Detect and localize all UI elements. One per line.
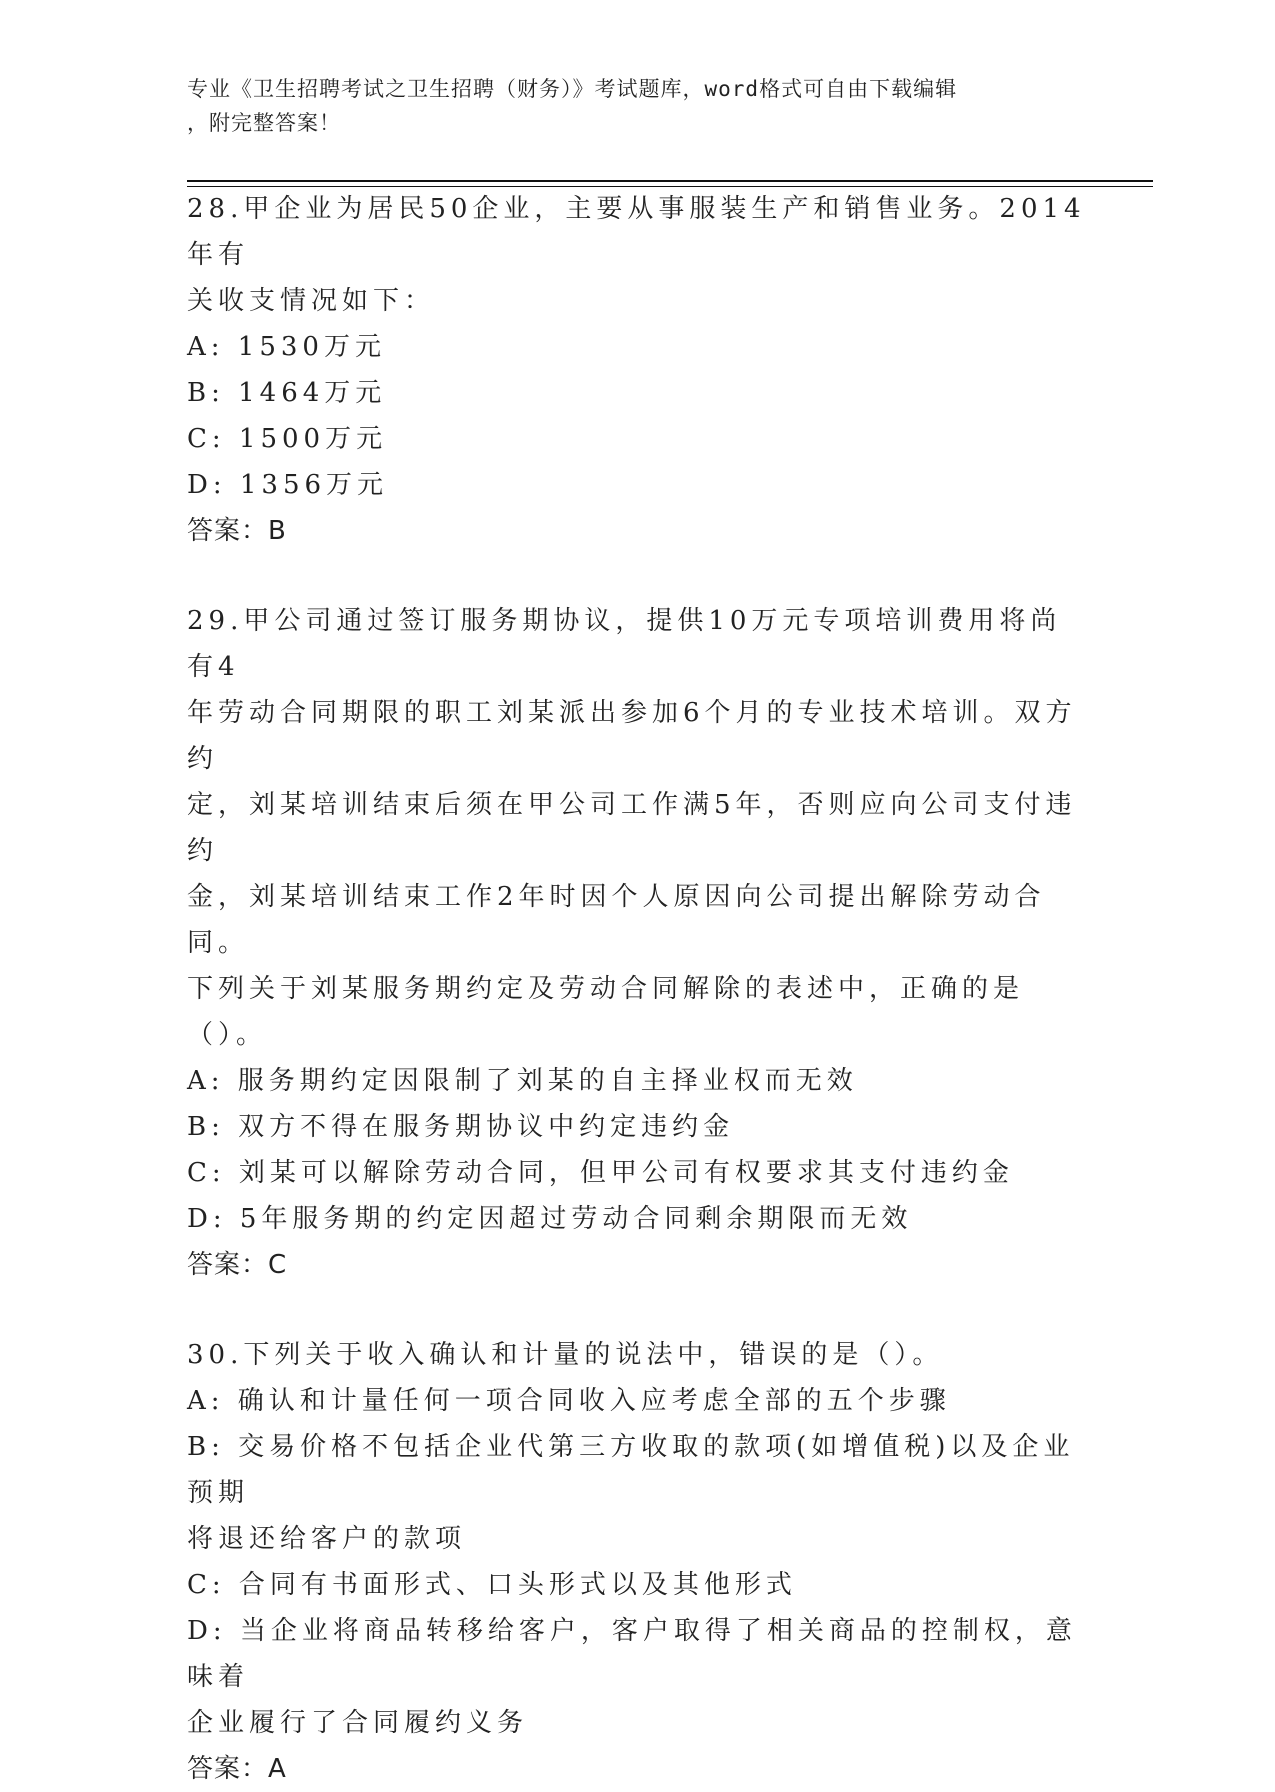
option-c: C: 刘某可以解除劳动合同，但甲公司有权要求其支付违约金 [187, 1158, 1014, 1188]
option-a: A: 服务期约定因限制了刘某的自主择业权而无效 [187, 1066, 858, 1096]
question-stem-line: 关收支情况如下： [187, 286, 436, 316]
option-d: D: 5年服务期的约定因超过劳动合同剩余期限而无效 [187, 1204, 913, 1234]
question-stem-line: 定，刘某培训结束后须在甲公司工作满5年，否则应向公司支付违约 [187, 790, 1077, 866]
question-stem-line: 金，刘某培训结束工作2年时因个人原因向公司提出解除劳动合同。 [187, 882, 1046, 958]
question-28 [187, 186, 1087, 554]
option-b-continued: 将退还给客户的款项 [187, 1524, 467, 1554]
question-30 [187, 1332, 1087, 1792]
answer-line: 答案：C [187, 1250, 288, 1280]
answer-line: 答案：A [187, 1754, 287, 1784]
question-stem-line: 30.下列关于收入确认和计量的说法中，错误的是（）。 [187, 1340, 944, 1370]
question-29 [187, 598, 1087, 1288]
question-stem-line: 下列关于刘某服务期约定及劳动合同解除的表述中，正确的是（）。 [187, 974, 1025, 1050]
question-stem-line: 年劳动合同期限的职工刘某派出参加6个月的专业技术培训。双方约 [187, 698, 1077, 774]
question-stem-line: 29.甲公司通过签订服务期协议，提供10万元专项培训费用将尚有4 [187, 606, 1062, 682]
header-line-2: ，附完整答案！ [187, 111, 341, 135]
option-b: B: 双方不得在服务期协议中约定违约金 [187, 1112, 735, 1142]
question-stem-line: 28.甲企业为居民50企业，主要从事服装生产和销售业务。2014年有 [187, 194, 1086, 270]
option-d: D: 当企业将商品转移给客户，客户取得了相关商品的控制权，意味着 [187, 1616, 1077, 1692]
option-d: D: 1356万元 [187, 470, 389, 500]
option-b: B: 1464万元 [187, 378, 387, 408]
header-line-1: 专业《卫生招聘考试之卫生招聘（财务）》考试题库，word格式可自由下载编辑 [187, 77, 958, 101]
answer-line: 答案：B [187, 516, 287, 546]
option-a: A: 确认和计量任何一项合同收入应考虑全部的五个步骤 [187, 1386, 951, 1416]
option-d-continued: 企业履行了合同履约义务 [187, 1708, 529, 1738]
option-c: C: 合同有书面形式、口头形式以及其他形式 [187, 1570, 797, 1600]
document-header [187, 72, 1067, 140]
option-c: C: 1500万元 [187, 424, 388, 454]
question-list [187, 186, 1087, 1792]
option-b: B: 交易价格不包括企业代第三方收取的款项(如增值税)以及企业预期 [187, 1432, 1075, 1508]
header-divider-thick [187, 180, 1153, 182]
option-a: A: 1530万元 [187, 332, 386, 362]
